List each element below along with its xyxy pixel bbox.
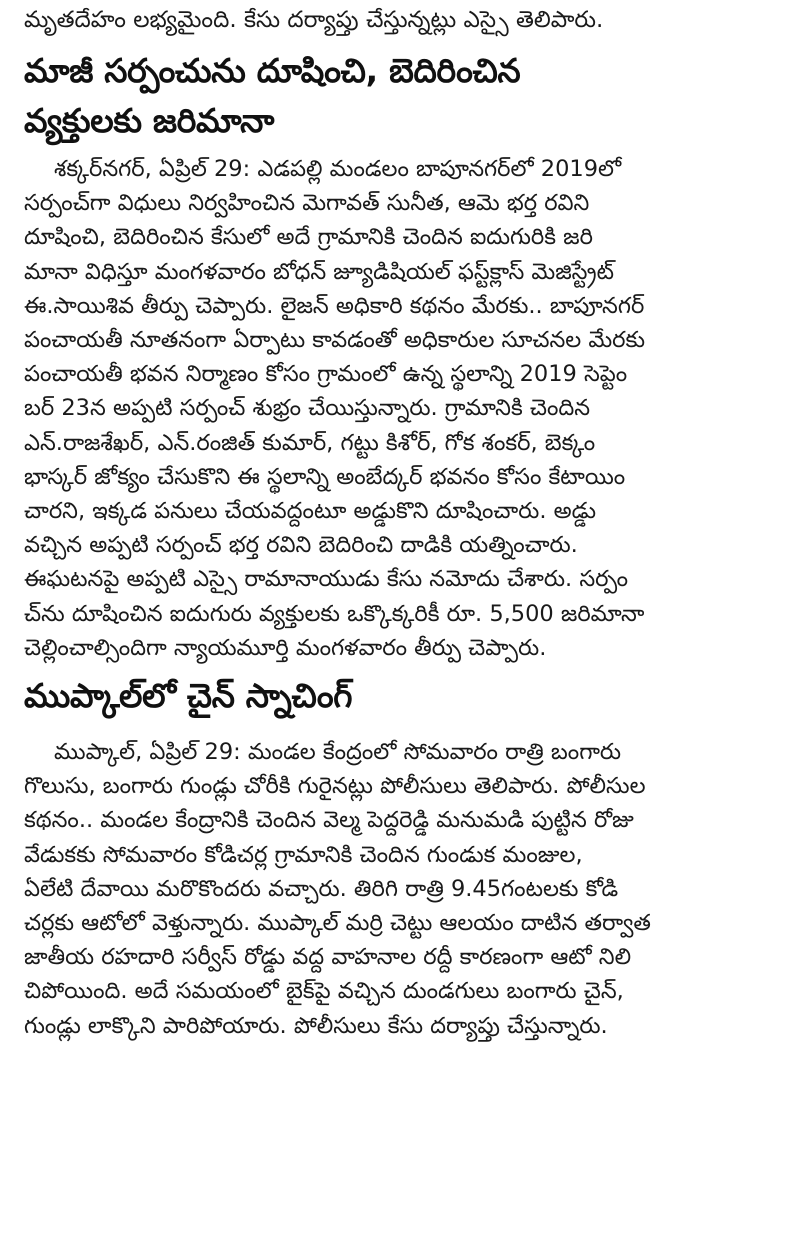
headline-line: ముప్కాల్‌లో చైన్ స్నాచింగ్ — [24, 676, 353, 716]
body-line: భాస్కర్ జోక్యం చేసుకొని ఈ స్థలాన్ని అంబేద్కర్ భవనం కోసం కేటాయిం — [24, 463, 626, 490]
body-line: చారని, ఇక్కడ పనులు చేయవద్దంటూ అడ్డుకొని దూషించారు. అడ్డు — [24, 498, 597, 525]
body-line: చ్‌ను దూషించిన ఐదుగురు వ్యక్తులకు ఒక్కొక్కరికీ రూ. 5,500 జరిమానా — [24, 600, 645, 627]
body-line: వేడుకకు సోమవారం కోడిచర్ల గ్రామానికి చెందిన గుండుక మంజుల, — [24, 841, 583, 868]
body-line: ఈ.సాయిశివ తీర్పు చెప్పారు. లైజన్ అధికారి కథనం మేరకు.. బాపూనగర్ — [24, 292, 645, 319]
body-line: ఈఘటనపై అప్పటి ఎస్సై రామానాయుడు కేసు నమోదు చేశారు. సర్పం — [24, 566, 629, 593]
body-line: ఎన్.రాజశేఖర్, ఎన్.రంజిత్ కుమార్, గట్టు కిశోర్, గోక శంకర్, బెక్కం — [24, 429, 596, 456]
article-2-body — [24, 735, 772, 1043]
body-line: కథనం.. మండల కేంద్రానికి చెందిన వెల్మ పెద్దరెడ్డి మనుమడి పుట్టిన రోజు — [24, 807, 634, 834]
headline-line: వ్యక్తులకు జరిమానా — [24, 101, 275, 140]
body-line: మానా విధిస్తూ మంగళవారం బోధన్ జ్యూడిషియల్ ఫస్ట్‌క్లాస్ మెజిస్ట్రేట్ — [24, 258, 614, 285]
body-line: గుండ్లు లాక్కొని పారిపోయారు. పోలీసులు కేసు దర్యాప్తు చేస్తున్నారు. — [24, 1012, 608, 1039]
body-line: వచ్చిన అప్పటి సర్పంచ్ భర్త రవిని బెదిరించి దాడికి యత్నించారు. — [24, 532, 578, 559]
body-line: దూషించి, బెదిరించిన కేసులో అదే గ్రామానికి చెందిన ఐదుగురికి జరి — [24, 224, 593, 251]
article-1-body — [24, 152, 772, 665]
article-2-headline — [24, 671, 772, 721]
body-line: ఏలేటి దేవాయి మరొకొందరు వచ్చారు. తిరిగి రాత్రి 9.45గంటలకు కోడి — [24, 875, 619, 902]
body-line: చిపోయింది. అదే సమయంలో బైక్‌పై వచ్చిన దుండగులు బంగారు చైన్, — [24, 978, 624, 1005]
body-line: పంచాయతీ నూతనంగా ఏర్పాటు కావడంతో అధికారుల సూచనల మేరకు — [24, 327, 646, 354]
body-line: సర్పంచ్‌గా విధులు నిర్వహించిన మెగావత్ సునీత, ఆమె భర్త రవిని — [24, 190, 590, 217]
article-chain-snatching — [24, 671, 772, 1043]
body-line: జాతీయ రహదారి సర్వీస్ రోడ్డు వద్ద వాహనాల రద్దీ కారణంగా ఆటో నిలి — [24, 944, 632, 971]
body-line: శక్కర్‌నగర్, ఏప్రిల్ 29: ఎడపల్లి మండలం బాపూనగర్‌లో 2019లో — [54, 156, 622, 182]
previous-article-tail: మృతదేహం లభ్యమైంది. కేసు దర్యాప్తు చేస్తున్నట్లు ఎస్సై తెలిపారు. — [24, 7, 604, 33]
article-fine-for-abusing-sarpanch — [24, 46, 772, 665]
body-line: పంచాయతీ భవన నిర్మాణం కోసం గ్రామంలో ఉన్న స్థలాన్ని 2019 సెప్టెం — [24, 361, 628, 388]
body-line: గొలుసు, బంగారు గుండ్లు చోరీకి గురైనట్లు పోలీసులు తెలిపారు. పోలీసుల — [24, 773, 646, 800]
body-line: ముప్కాల్, ఏప్రిల్ 29: మండల కేంద్రంలో సోమవారం రాత్రి బంగారు — [54, 739, 622, 766]
article-1-headline — [24, 46, 772, 146]
headline-line: మాజీ సర్పంచును దూషించి, బెదిరించిన — [24, 51, 521, 90]
body-line: చర్లకు ఆటోలో వెళ్తున్నారు. ముప్కాల్ మర్రి చెట్టు ఆలయం దాటిన తర్వాత — [24, 910, 651, 937]
body-line: బర్ 23న అప్పటి సర్పంచ్ శుభ్రం చేయిస్తున్నారు. గ్రామానికి చెందిన — [24, 395, 591, 422]
body-line: చెల్లించాల్సిందిగా న్యాయమూర్తి మంగళవారం తీర్పు చెప్పారు. — [24, 634, 547, 661]
